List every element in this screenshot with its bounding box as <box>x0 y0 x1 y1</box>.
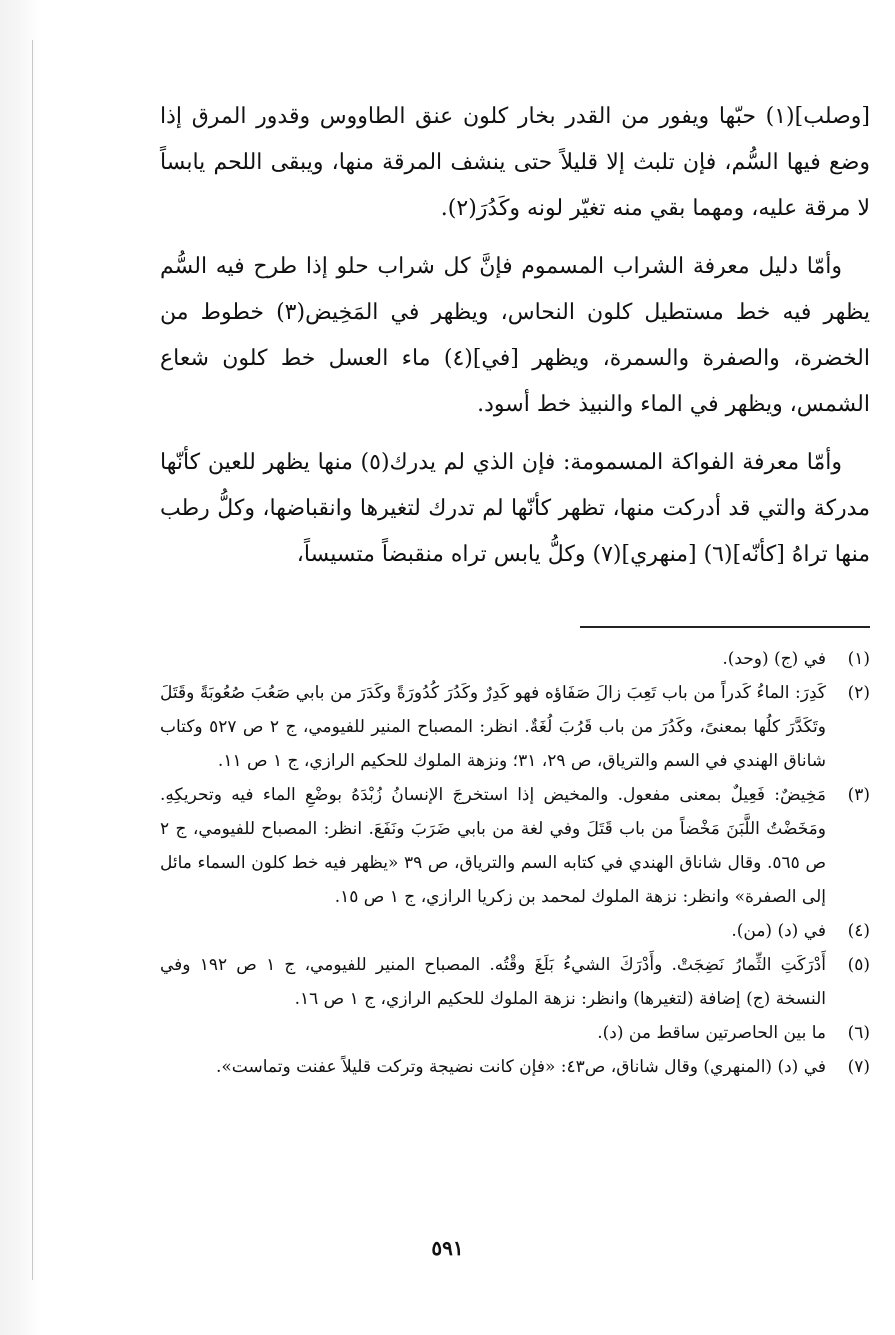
scan-margin-shadow <box>0 0 42 1335</box>
footnote-number: (١) <box>847 649 870 669</box>
footnote-text: ما بين الحاصرتين ساقط من (د). <box>597 1023 826 1043</box>
footnote-text: أَدْرَكَتِ الثِّمارُ نَضِجَتْ. وأَدْرَكَ الشيءُ بَلَغَ وقْتُه. المصباح المنير للفيومي، ج ١ ص ١٩٢ وفي النسخة (ج) إضافة (لتغيرها) وانظر: نزهة الملوك للحكيم الرازي، ج ١ ص ١٦. <box>160 955 826 1009</box>
footnote-number: (٦) <box>847 1023 870 1043</box>
scan-fold-line <box>32 40 33 1280</box>
footnote-separator <box>580 626 870 628</box>
footnote-4 <box>160 914 870 948</box>
footnote-number: (٥) <box>847 955 870 975</box>
body-paragraph-1: [وصلب](١) حبّها ويفور من القدر بخار كلون عنق الطاووس وقدور المرق إذا وضع فيها السُّم، فإن تلبث إلا قليلاً حتى ينشف المرقة منها، ويبقى اللحم يابساً لا مرقة عليه، ومهما بقي منه تغيّر لونه وكَدُرَ(٢). <box>160 104 870 221</box>
footnote-3 <box>160 778 870 914</box>
page-number: ٥٩١ <box>431 1236 464 1260</box>
footnote-number: (٧) <box>847 1057 870 1077</box>
page-body <box>160 94 870 590</box>
body-paragraph-2: وأمّا دليل معرفة الشراب المسموم فإنَّ كل شراب حلو إذا طرح فيه السُّم يظهر فيه خط مستطيل كلون النحاس، ويظهر في المَخِيض(٣) خطوط من الخضرة، والصفرة والسمرة، ويظهر [في](٤) ماء العسل خط كلون شعاع الشمس، ويظهر في الماء والنبيذ خط أسود. <box>160 254 870 417</box>
footnote-text: في (ج) (وحد). <box>722 649 826 669</box>
footnote-number: (٣) <box>847 785 870 805</box>
footnote-7 <box>160 1050 870 1084</box>
footnote-number: (٢) <box>847 683 870 703</box>
footnote-text: في (د) (من). <box>731 921 826 941</box>
body-paragraph-3: وأمّا معرفة الفواكة المسمومة: فإن الذي لم يدرك(٥) منها يظهر للعين كأنّها مدركة والتي قد أدركت منها، تظهر كأنّها لم تدرك لتغيرها وانقباضها، وكلُّ رطب منها تراهُ [كأنّه](٦) [منهري](٧) وكلُّ يابس تراه منقبضاً متسيساً، <box>160 450 870 567</box>
footnote-6 <box>160 1016 870 1050</box>
footnote-5 <box>160 948 870 1016</box>
footnotes-list <box>160 642 870 1084</box>
footnote-text: كَدِرَ: الماءُ كَدراً من باب تَعِبَ زالَ صَفَاؤه فهو كَدِرٌ وكَدُرَ كُدُورَةً وكَدَرَ من بابي صَعُبَ صُعُوبَةً وقَتَلَ وتَكَدَّرَ كلُها بمعنىً، وكَدُرَ من باب قَرُبَ لُغَةٌ. انظر: المصباح المنير للفيومي، ج ٢ ص ٥٢٧ وكتاب شاناق الهندي في السم والترياق، ص ٢٩، ٣١؛ ونزهة الملوك للحكيم الرازي، ج ١ ص ١١. <box>160 683 826 771</box>
footnote-1 <box>160 642 870 676</box>
footnote-2 <box>160 676 870 778</box>
footnote-text: في (د) (المنهري) وقال شاناق، ص٤٣: «فإن كانت نضيجة وتركت قليلاً عفنت وتماست». <box>215 1057 826 1077</box>
footnote-text: مَخِيضٌ: فَعِيلٌ بمعنى مفعول. والمخيض إذا استخرجَ الإنسانُ زُبْدَهُ بوضْعِ الماء فيه وتحريكِهِ. ومَخَضْتُ اللَّبَنَ مَخْضاً من باب قَتَلَ وفي لغة من بابي ضَرَبَ ونَفَعَ. انظر: المصباح للفيومي، ج ٢ ص ٥٦٥. وقال شاناق الهندي في كتابه السم والترياق، ص ٣٩ «يظهر فيه خط كلون السماء مائل إلى الصفرة» وانظر: نزهة الملوك لمحمد بن زكريا الرازي، ج ١ ص ١٥. <box>160 785 827 907</box>
footnote-number: (٤) <box>847 921 870 941</box>
